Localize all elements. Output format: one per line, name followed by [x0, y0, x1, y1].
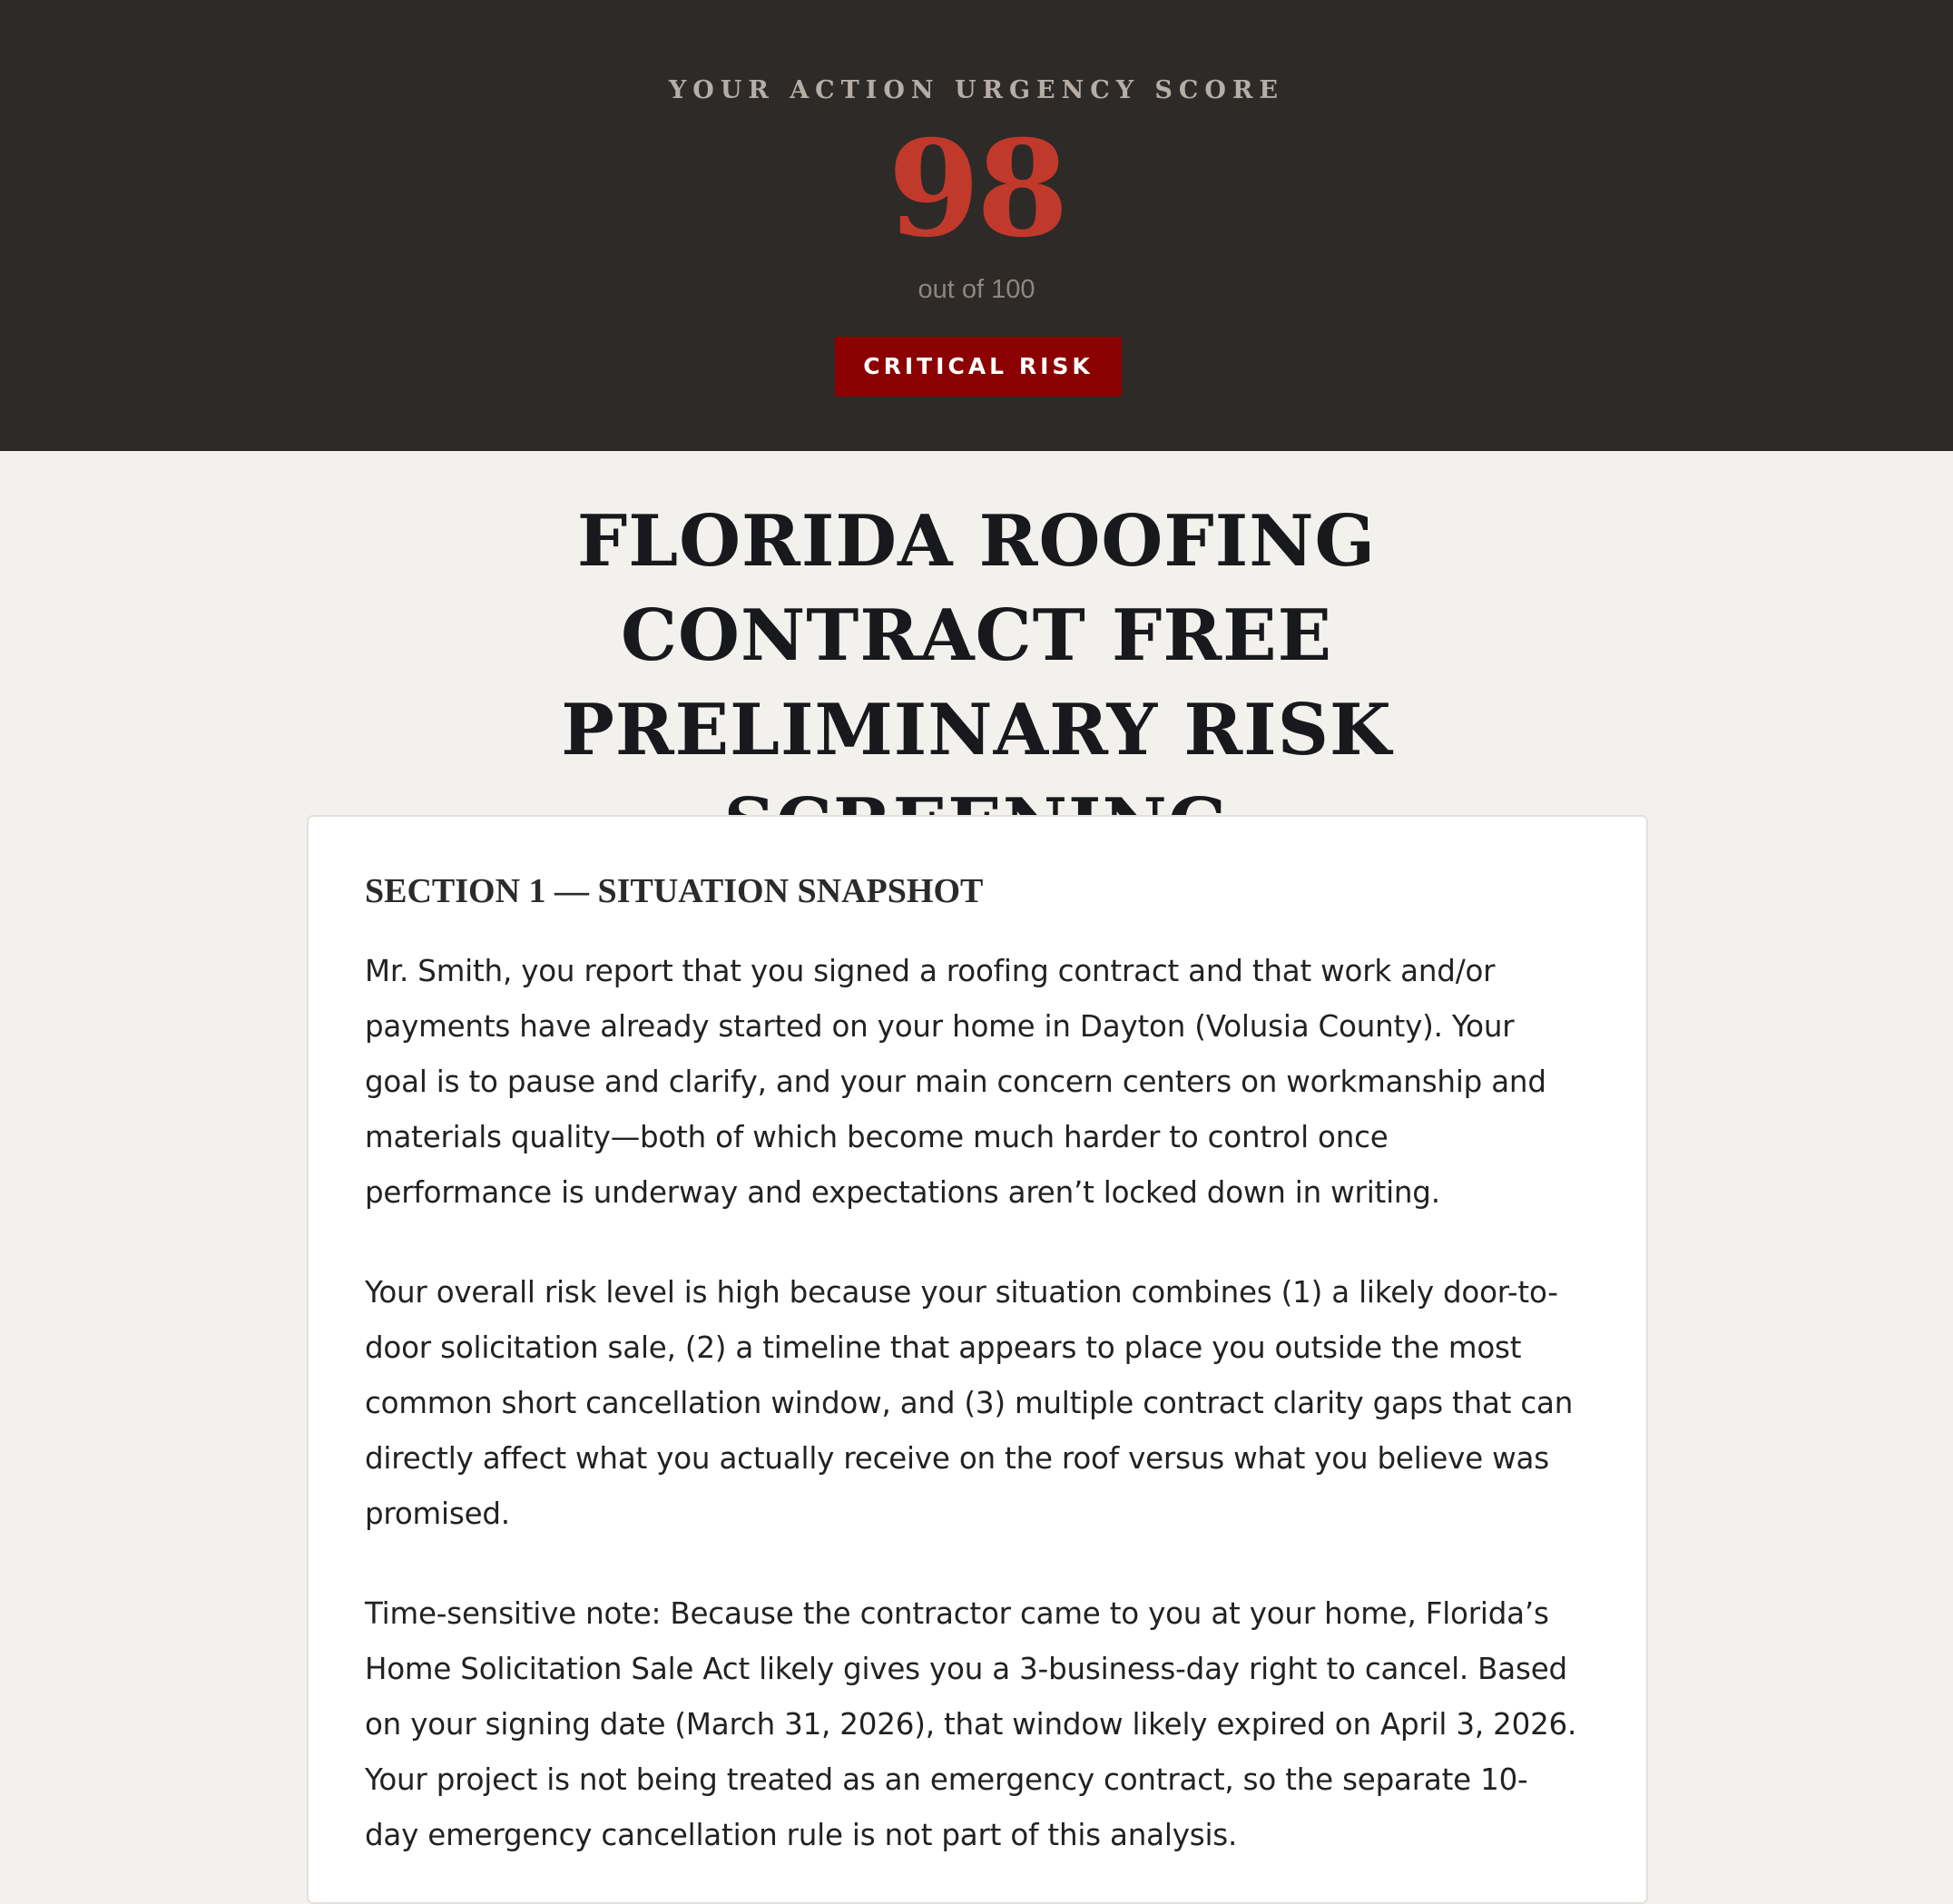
- page-title: FLORIDA ROOFING CONTRACT FREE PRELIMINARY RISK: [561, 500, 1392, 771]
- paragraph-situation: Mr. Smith, you report that you signed a roofing contract and that work and/or payments have already started on your home in Dayton (Volusia County). Your goal is to pause and clarify, and your main concern centers on workmanship and materials quality—both of which become much harder to control once performance is underway and expectations aren’t locked down in writing.: [365, 954, 1546, 1210]
- score-scale: out of 100: [918, 275, 1035, 304]
- paragraph-time-sensitive-note: Time-sensitive note: Because the contractor came to you at your home, Florida’s Home Solicitation Sale Act likely gives you a 3-business-day right to cancel. Based on your signing date (March 31, 2026), that window likely expired on April 3, 2026. Your project is not being treated as an emergency contract, so the separate 10-day emergency cancellation rule is not part of this analysis.: [365, 1596, 1577, 1852]
- score-label: YOUR ACTION URGENCY SCORE: [669, 76, 1284, 104]
- urgency-score-value: 98: [888, 112, 1065, 267]
- urgency-score-header: [0, 0, 1953, 451]
- section-heading: SECTION 1 — SITUATION SNAPSHOT: [365, 872, 984, 910]
- risk-level-badge: CRITICAL RISK: [835, 337, 1122, 397]
- paragraph-risk-level: Your overall risk level is high because your situation combines (1) a likely door-to-door solicitation sale, (2) a timeline that appears to place you outside the most common short cancellation window, and (3) multiple contract clarity gaps that can directly affect what you actually receive on the roof versus what you believe was promised.: [365, 1275, 1574, 1531]
- report-card: [307, 815, 1648, 1904]
